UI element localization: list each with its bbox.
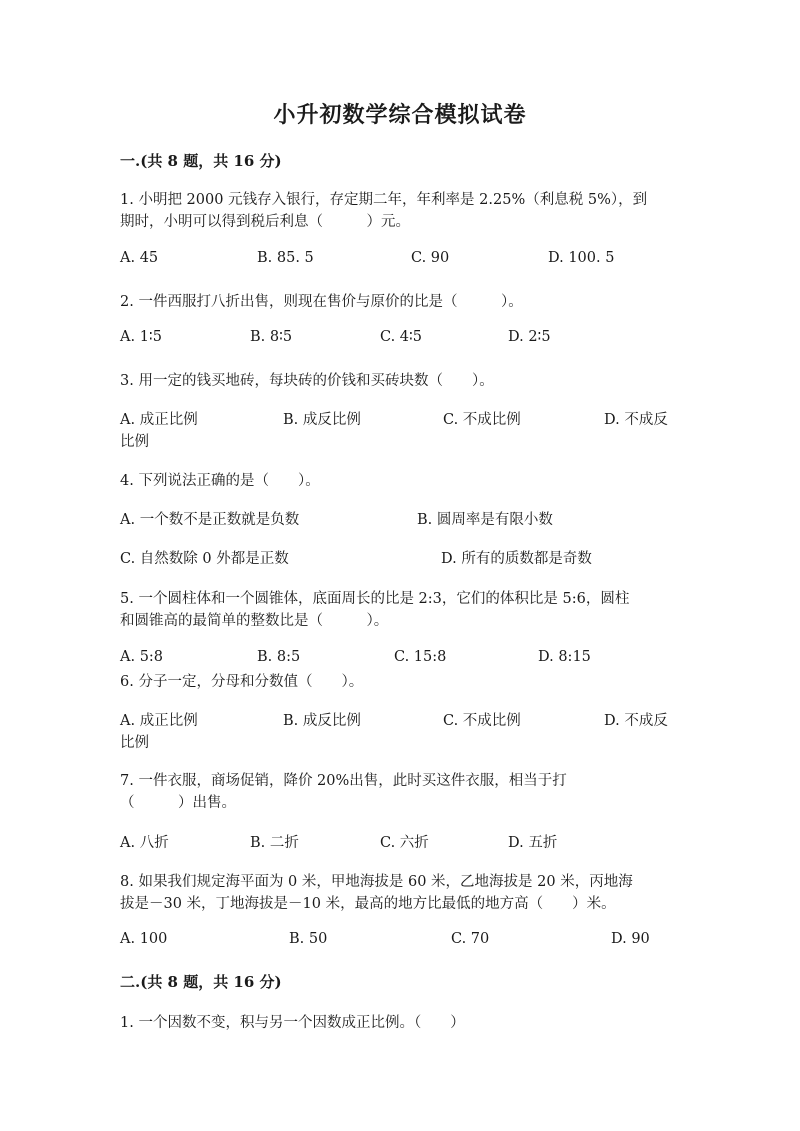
q1-option-b: B. 85. 5 <box>257 250 314 266</box>
q3-option-a: A. 成正比例 <box>120 412 198 428</box>
q7-option-c: C. 六折 <box>380 835 429 851</box>
section2-question-1-text: 1. 一个因数不变，积与另一个因数成正比例。（ ） <box>120 1015 465 1031</box>
q2-option-b: B. 8∶5 <box>250 329 293 345</box>
q2-option-c: C. 4∶5 <box>380 329 423 345</box>
q2-option-a: A. 1∶5 <box>120 329 162 345</box>
q8-option-b: B. 50 <box>289 931 328 947</box>
question-8-text-cont: 拔是－30 米，丁地海拔是－10 米，最高的地方比最低的地方高（ ）米。 <box>120 896 616 912</box>
q6-option-c: C. 不成比例 <box>443 713 521 729</box>
section-heading-2: 二.(共 8 题，共 16 分) <box>120 973 282 991</box>
q5-option-c: C. 15:8 <box>394 649 447 665</box>
q3-option-b: B. 成反比例 <box>283 412 361 428</box>
q1-option-a: A. 45 <box>120 250 159 266</box>
q4-option-b: B. 圆周率是有限小数 <box>417 512 553 528</box>
q6-option-d: D. 不成反 <box>604 713 668 729</box>
question-2-text: 2. 一件西服打八折出售，则现在售价与原价的比是（ ）。 <box>120 294 523 310</box>
q7-option-a: A. 八折 <box>120 835 169 851</box>
q4-option-a: A. 一个数不是正数就是负数 <box>120 512 300 528</box>
question-5-text-cont: 和圆锥高的最简单的整数比是（ ）。 <box>120 613 389 629</box>
question-4-text: 4. 下列说法正确的是（ ）。 <box>120 473 320 489</box>
q8-option-d: D. 90 <box>611 931 650 947</box>
question-3-text: 3. 用一定的钱买地砖，每块砖的价钱和买砖块数（ ）。 <box>120 373 494 389</box>
q6-option-d-wrap: 比例 <box>120 735 149 751</box>
q3-option-c: C. 不成比例 <box>443 412 521 428</box>
q3-option-d-wrap: 比例 <box>120 434 149 450</box>
question-5-text: 5. 一个圆柱体和一个圆锥体，底面周长的比是 2:3，它们的体积比是 5:6，圆柱 <box>120 591 630 607</box>
question-6-text: 6. 分子一定，分母和分数值（ ）。 <box>120 674 364 690</box>
question-1-text-cont: 期时，小明可以得到税后利息（ ）元。 <box>120 214 410 230</box>
question-8-text: 8. 如果我们规定海平面为 0 米，甲地海拔是 60 米，乙地海拔是 20 米，丙地海 <box>120 874 633 890</box>
question-7-text: 7. 一件衣服，商场促销，降价 20%出售，此时买这件衣服，相当于打 <box>120 773 567 789</box>
q3-option-d: D. 不成反 <box>604 412 668 428</box>
q7-option-b: B. 二折 <box>250 835 299 851</box>
q2-option-d: D. 2∶5 <box>508 329 551 345</box>
q1-option-c: C. 90 <box>411 250 450 266</box>
question-1-text: 1. 小明把 2000 元钱存入银行，存定期二年，年利率是 2.25%（利息税 5%），到 <box>120 192 648 208</box>
q5-option-d: D. 8:15 <box>538 649 591 665</box>
q6-option-a: A. 成正比例 <box>120 713 198 729</box>
q4-option-d: D. 所有的质数都是奇数 <box>441 551 592 567</box>
page-title: 小升初数学综合模拟试卷 <box>273 102 527 128</box>
q8-option-a: A. 100 <box>120 931 168 947</box>
question-7-text-cont: （ ）出售。 <box>120 795 236 811</box>
q8-option-c: C. 70 <box>451 931 490 947</box>
q4-option-c: C. 自然数除 0 外都是正数 <box>120 551 289 567</box>
q5-option-b: B. 8:5 <box>257 649 301 665</box>
section-heading: 一.(共 8 题，共 16 分) <box>120 152 282 170</box>
q6-option-b: B. 成反比例 <box>283 713 361 729</box>
q5-option-a: A. 5:8 <box>120 649 164 665</box>
q7-option-d: D. 五折 <box>508 835 558 851</box>
q1-option-d: D. 100. 5 <box>548 250 615 266</box>
